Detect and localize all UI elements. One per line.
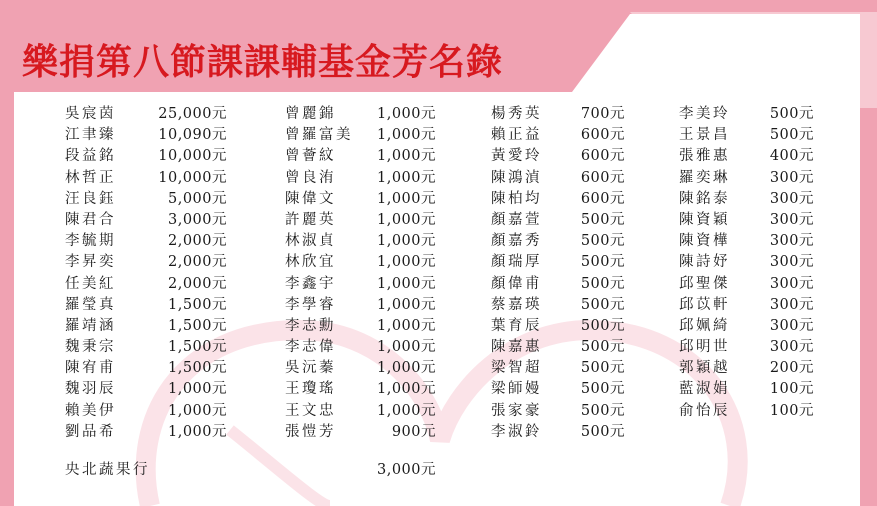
- donation-amount: 100元: [769, 381, 814, 398]
- donation-amount: 1,500元: [167, 339, 227, 356]
- donation-amount: 1,000元: [376, 402, 436, 419]
- donation-amount: 400元: [769, 148, 814, 165]
- donation-amount: 1,500元: [167, 360, 227, 377]
- donation-amount: 1,000元: [376, 106, 436, 122]
- donation-amount: 2,000元: [167, 233, 227, 250]
- donor-name: 曾薈紋: [285, 148, 336, 165]
- donor-row: [491, 189, 625, 210]
- extra-donor-amount: 3,000元: [376, 462, 436, 478]
- donor-name: 張家豪: [491, 402, 542, 419]
- donor-row: [491, 125, 625, 146]
- donor-name: 李志勳: [285, 317, 336, 334]
- donation-amount: 1,000元: [376, 169, 436, 186]
- donation-amount: 500元: [580, 233, 625, 250]
- donor-name: 陳銘泰: [679, 190, 730, 207]
- donor-name: 張雅惠: [679, 148, 730, 165]
- donation-amount: 10,090元: [158, 127, 227, 144]
- donor-name: 魏羽辰: [65, 381, 116, 398]
- donation-amount: 500元: [580, 211, 625, 228]
- donor-name: 羅奕琳: [679, 169, 730, 186]
- donor-name: 陳資樺: [679, 233, 730, 250]
- donor-name: 吳宸茵: [65, 106, 116, 122]
- donor-row: [679, 401, 814, 422]
- donor-row: [285, 104, 436, 125]
- donation-amount: 1,000元: [167, 423, 227, 440]
- donation-amount: 500元: [580, 296, 625, 313]
- donation-amount: 1,000元: [376, 211, 436, 228]
- donor-row: [285, 189, 436, 210]
- donation-amount: 500元: [580, 423, 625, 440]
- donor-name: 黃愛玲: [491, 148, 542, 165]
- donor-row: [65, 337, 227, 358]
- donation-amount: 300元: [769, 275, 814, 292]
- donor-column-4: [679, 104, 814, 422]
- donor-name: 顏嘉秀: [491, 233, 542, 250]
- donation-amount: 1,000元: [376, 148, 436, 165]
- donor-name: 賴正益: [491, 127, 542, 144]
- donor-name: 梁智超: [491, 360, 542, 377]
- donation-amount: 5,000元: [167, 190, 227, 207]
- donor-name: 顏瑞厚: [491, 254, 542, 271]
- donation-amount: 1,000元: [167, 402, 227, 419]
- donor-name: 林哲正: [65, 169, 116, 186]
- donor-row: [285, 401, 436, 422]
- donor-row: [679, 146, 814, 167]
- donation-amount: 1,000元: [376, 360, 436, 377]
- donor-row: [491, 379, 625, 400]
- donation-amount: 10,000元: [158, 169, 227, 186]
- donor-row: [679, 379, 814, 400]
- donor-name: 劉品希: [65, 423, 116, 440]
- donation-amount: 300元: [769, 190, 814, 207]
- donor-row: [491, 252, 625, 273]
- donor-name: 梁師嫚: [491, 381, 542, 398]
- donor-name: 蔡嘉瑛: [491, 296, 542, 313]
- donor-name: 許麗英: [285, 211, 336, 228]
- donor-row: [65, 168, 227, 189]
- donor-name: 陳柏均: [491, 190, 542, 207]
- donation-amount: 300元: [769, 169, 814, 186]
- donation-amount: 300元: [769, 296, 814, 313]
- donor-name: 陳宥甫: [65, 360, 116, 377]
- donor-row: [285, 168, 436, 189]
- donation-amount: 500元: [580, 381, 625, 398]
- donation-amount: 500元: [580, 339, 625, 356]
- donor-row: [285, 231, 436, 252]
- donor-row: [679, 295, 814, 316]
- donor-row: [679, 316, 814, 337]
- donation-amount: 500元: [769, 106, 814, 122]
- donor-name: 汪良鈺: [65, 190, 116, 207]
- donor-row: [65, 316, 227, 337]
- donor-row: [679, 337, 814, 358]
- donor-row: [65, 189, 227, 210]
- donor-row: [679, 252, 814, 273]
- donation-amount: 300元: [769, 233, 814, 250]
- donor-row: [491, 168, 625, 189]
- donor-name: 李志偉: [285, 339, 336, 356]
- donor-row: [491, 146, 625, 167]
- donor-row: [65, 358, 227, 379]
- donor-name: 王景昌: [679, 127, 730, 144]
- donor-name: 李淑鈴: [491, 423, 542, 440]
- donor-row: [491, 210, 625, 231]
- donor-name: 藍淑娟: [679, 381, 730, 398]
- donation-amount: 1,000元: [376, 190, 436, 207]
- donor-row: [491, 401, 625, 422]
- donor-name: 陳嘉惠: [491, 339, 542, 356]
- donor-row: [679, 358, 814, 379]
- donor-row: [491, 274, 625, 295]
- donor-row: [65, 104, 227, 125]
- donation-amount: 1,000元: [376, 317, 436, 334]
- donation-amount: 600元: [580, 190, 625, 207]
- donor-row: [285, 125, 436, 146]
- donation-amount: 300元: [769, 211, 814, 228]
- donor-row: [285, 337, 436, 358]
- donation-amount: 1,000元: [376, 127, 436, 144]
- donor-name: 羅瑩真: [65, 296, 116, 313]
- donor-row: [491, 231, 625, 252]
- donation-amount: 600元: [580, 169, 625, 186]
- donor-row: [65, 295, 227, 316]
- donor-row: [65, 125, 227, 146]
- donation-amount: 500元: [580, 275, 625, 292]
- donation-amount: 500元: [580, 402, 625, 419]
- donation-amount: 600元: [580, 127, 625, 144]
- donor-row: [285, 358, 436, 379]
- donor-column-1: [65, 104, 227, 443]
- donor-name: 張愷芳: [285, 423, 336, 440]
- donor-row: [285, 210, 436, 231]
- donation-amount: 100元: [769, 402, 814, 419]
- donor-row: [285, 379, 436, 400]
- donor-row: [65, 210, 227, 231]
- donation-amount: 1,000元: [376, 339, 436, 356]
- donation-amount: 500元: [769, 127, 814, 144]
- donor-name: 陳詩妤: [679, 254, 730, 271]
- donor-name: 曾羅富美: [285, 127, 353, 144]
- donor-name: 顏偉甫: [491, 275, 542, 292]
- donation-amount: 25,000元: [158, 106, 227, 122]
- extra-donor-name: 央北蔬果行: [65, 462, 150, 478]
- donor-row: [679, 168, 814, 189]
- donation-amount: 3,000元: [167, 211, 227, 228]
- donor-name: 曾麗錦: [285, 106, 336, 122]
- donor-row: [679, 104, 814, 125]
- donor-name: 林淑貞: [285, 233, 336, 250]
- donor-name: 江聿臻: [65, 127, 116, 144]
- donor-name: 吳沅蓁: [285, 360, 336, 377]
- donor-name: 李鑫宇: [285, 275, 336, 292]
- donor-row: [285, 422, 436, 443]
- donation-amount: 300元: [769, 317, 814, 334]
- donor-row: [491, 104, 625, 125]
- donor-name: 段益銘: [65, 148, 116, 165]
- donation-amount: 200元: [769, 360, 814, 377]
- donor-name: 羅靖涵: [65, 317, 116, 334]
- donor-row: [491, 316, 625, 337]
- donation-amount: 700元: [580, 106, 625, 122]
- donor-name: 曾良洧: [285, 169, 336, 186]
- donation-amount: 2,000元: [167, 275, 227, 292]
- donation-amount: 2,000元: [167, 254, 227, 271]
- donor-row: [491, 295, 625, 316]
- donation-amount: 1,000元: [376, 296, 436, 313]
- donor-row: [285, 146, 436, 167]
- donor-name: 陳資穎: [679, 211, 730, 228]
- donor-name: 郭穎越: [679, 360, 730, 377]
- page-title: 樂捐第八節課課輔基金芳名錄: [22, 41, 504, 83]
- donation-amount: 1,500元: [167, 317, 227, 334]
- donation-amount: 1,000元: [167, 381, 227, 398]
- donor-name: 王瓊瑤: [285, 381, 336, 398]
- donor-name: 任美紅: [65, 275, 116, 292]
- donor-row: [65, 401, 227, 422]
- donor-name: 顏嘉萱: [491, 211, 542, 228]
- donor-row: [65, 422, 227, 443]
- donation-amount: 1,500元: [167, 296, 227, 313]
- donor-row: [65, 146, 227, 167]
- donation-amount: 10,000元: [158, 148, 227, 165]
- donor-name: 李昇奕: [65, 254, 116, 271]
- donor-row: [491, 337, 625, 358]
- donation-amount: 1,000元: [376, 254, 436, 271]
- donor-name: 陳偉文: [285, 190, 336, 207]
- donor-name: 楊秀英: [491, 106, 542, 122]
- donation-amount: 500元: [580, 254, 625, 271]
- donor-row: [491, 422, 625, 443]
- donation-amount: 600元: [580, 148, 625, 165]
- donor-name: 邱明世: [679, 339, 730, 356]
- donation-amount: 1,000元: [376, 381, 436, 398]
- donor-name: 陳君合: [65, 211, 116, 228]
- donor-name: 賴美伊: [65, 402, 116, 419]
- donor-column-2: [285, 104, 436, 443]
- donor-name: 陳鴻湞: [491, 169, 542, 186]
- donor-name: 王文忠: [285, 402, 336, 419]
- donation-amount: 1,000元: [376, 233, 436, 250]
- donation-amount: 300元: [769, 254, 814, 271]
- donor-row: [679, 274, 814, 295]
- donor-name: 邱苡軒: [679, 296, 730, 313]
- donation-amount: 500元: [580, 317, 625, 334]
- donor-row: [679, 231, 814, 252]
- donor-row: [491, 358, 625, 379]
- donor-name: 李毓期: [65, 233, 116, 250]
- donor-name: 邱聖傑: [679, 275, 730, 292]
- donor-name: 魏秉宗: [65, 339, 116, 356]
- donation-amount: 500元: [580, 360, 625, 377]
- donor-row: [285, 252, 436, 273]
- donation-amount: 900元: [391, 423, 436, 440]
- donor-name: 李學睿: [285, 296, 336, 313]
- donor-name: 俞怡辰: [679, 402, 730, 419]
- donor-row: [65, 379, 227, 400]
- donor-row: [679, 210, 814, 231]
- donor-name: 林欣宜: [285, 254, 336, 271]
- donation-amount: 300元: [769, 339, 814, 356]
- donor-row: [285, 316, 436, 337]
- donor-row: [285, 295, 436, 316]
- donor-name: 李美玲: [679, 106, 730, 122]
- donor-name: 邱姵綺: [679, 317, 730, 334]
- donor-row: [65, 252, 227, 273]
- donation-amount: 1,000元: [376, 275, 436, 292]
- donor-row: [679, 125, 814, 146]
- donor-row: [65, 274, 227, 295]
- donor-row: [285, 274, 436, 295]
- donor-name: 葉育辰: [491, 317, 542, 334]
- donor-row: [65, 231, 227, 252]
- donor-row: [679, 189, 814, 210]
- donor-column-3: [491, 104, 625, 443]
